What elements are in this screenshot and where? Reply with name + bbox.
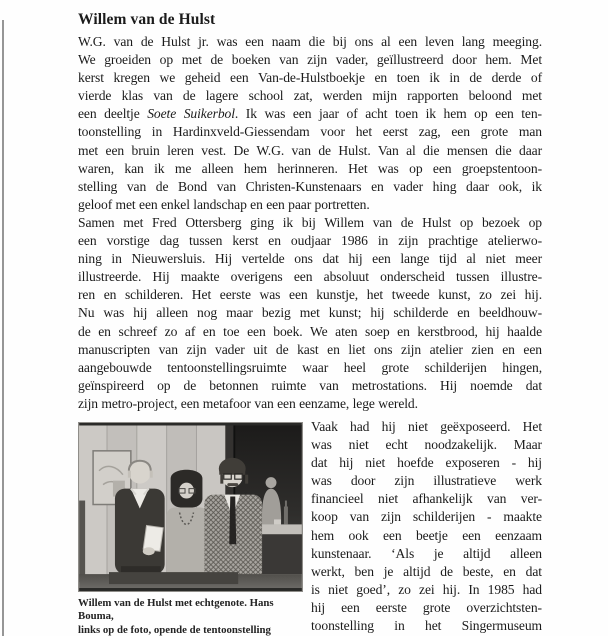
page-left-rule [2,20,4,636]
text-line: Samen met Fred Ottersberg ging ik bij Willem van de Hulst op bezoek op [78,214,542,230]
photo-illustration [79,423,302,591]
text-line: Vaak had hij niet geëxposeerd. Het [311,418,542,434]
paragraph-2 [78,214,542,413]
page-content [78,10,542,636]
text-line: stelling van de Bond van Christen-Kunstenaars en vader hing daar ook, ik [78,178,542,194]
text-line: hem ook een beetje een eenzaam [311,527,542,543]
text-line: was door zijn illustratieve werk [311,473,542,489]
text-line: kerst kregen we geheid een Van-de-Hulstboekje en toen ik in de derde of [78,70,542,86]
text-line: een deeltje Soete Suikerbol. Ik was een jaar of acht toen ik hem op een ten- [78,106,542,122]
text-line: Nu was hij alleen nog maar bezig met kunst; hij schilderde en beeldhouw- [78,305,542,321]
text-line: ren en schilderen. Het eerste was een kunstje, het tweede kunst, zo zei hij. [78,287,542,303]
text-line: hij een eerste grote overzichtsten- [311,599,542,615]
text-line: dat hij niet hoefde exposeren - hij [311,455,542,471]
text-line: was niet echt noodzakelijk. Maar [311,437,542,453]
page-title: Willem van de Hulst [78,11,216,28]
text-line: We groeiden op met de boeken van zijn vader, geïllustreerd door hem. Met [78,52,542,68]
text-line: een vorstige dag tussen kerst en oudjaar 1986 in zijn prachtige atelierwo- [78,233,542,249]
photo-caption [78,597,303,636]
text-line: zijn metro-project, een metafoor van een eenzame, lege wereld. [78,395,418,411]
exhibition-group-photo [78,422,303,592]
text-line: toonstelling in het Singermuseum [311,618,542,633]
text-line: financieel niet afhankelijk van ver- [311,491,542,507]
text-line: toonstelling in Hardinxveld-Giessendam voor het eerst zag, een grote man [78,124,542,140]
paragraph-1 [78,33,542,214]
text-line: met een bruin leren vest. De W.G. van de Hulst. Van al die mensen die daar [78,142,542,158]
text-line: illustreerde. Hij maakte overigens een absoluut onderscheid tussen illustre- [78,269,542,285]
photo-caption-line-1: Willem van de Hulst met echtgenote. Hans Bouma, [78,596,274,623]
text-line: aangebouwde tentoonstellingsruimte waar heel grote schilderijen hingen, [78,359,542,375]
paragraph-3 [311,418,542,635]
text-line: ning in Nieuwersluis. Hij vertelde ons dat hij een lange tijd al niet meer [78,251,542,267]
text-line: geloof met een enkel landschap en een paar portretten. [78,196,370,212]
exhibition-photo-figure [78,422,303,636]
text-line: werkt, ben je altijd de beste, en dat [311,563,542,579]
text-line: kunstenaar. ‘Als je altijd alleen [311,545,542,561]
text-line: waren, kan ik me alleen hem herinneren. Het was op een groepstentoon- [78,160,542,176]
text-line: de en schreef zo af en toe een boek. We aten soep en kerstbrood, hij haalde [78,323,542,339]
bottom-section [78,418,542,636]
text-line: koop van zijn schilderijen - maakte [311,509,542,525]
text-line: W.G. van de Hulst jr. was een naam die bij ons al een leven lang meeging. [78,34,542,49]
text-line: geïnspireerd op de betonnen ruimte van metrostations. Hij noemde dat [78,377,542,393]
text-line: manuscripten van zijn vader uit de kast en liet ons zijn atelier zien en een [78,341,542,357]
text-line: is niet goed’, zo zei hij. In 1985 had [311,581,542,597]
photo-caption-line-2: links op de foto, opende de tentoonstelling [78,623,271,636]
text-line: vierde klas van de lagere school zat, werden mijn rapporten beloond met [78,88,542,104]
